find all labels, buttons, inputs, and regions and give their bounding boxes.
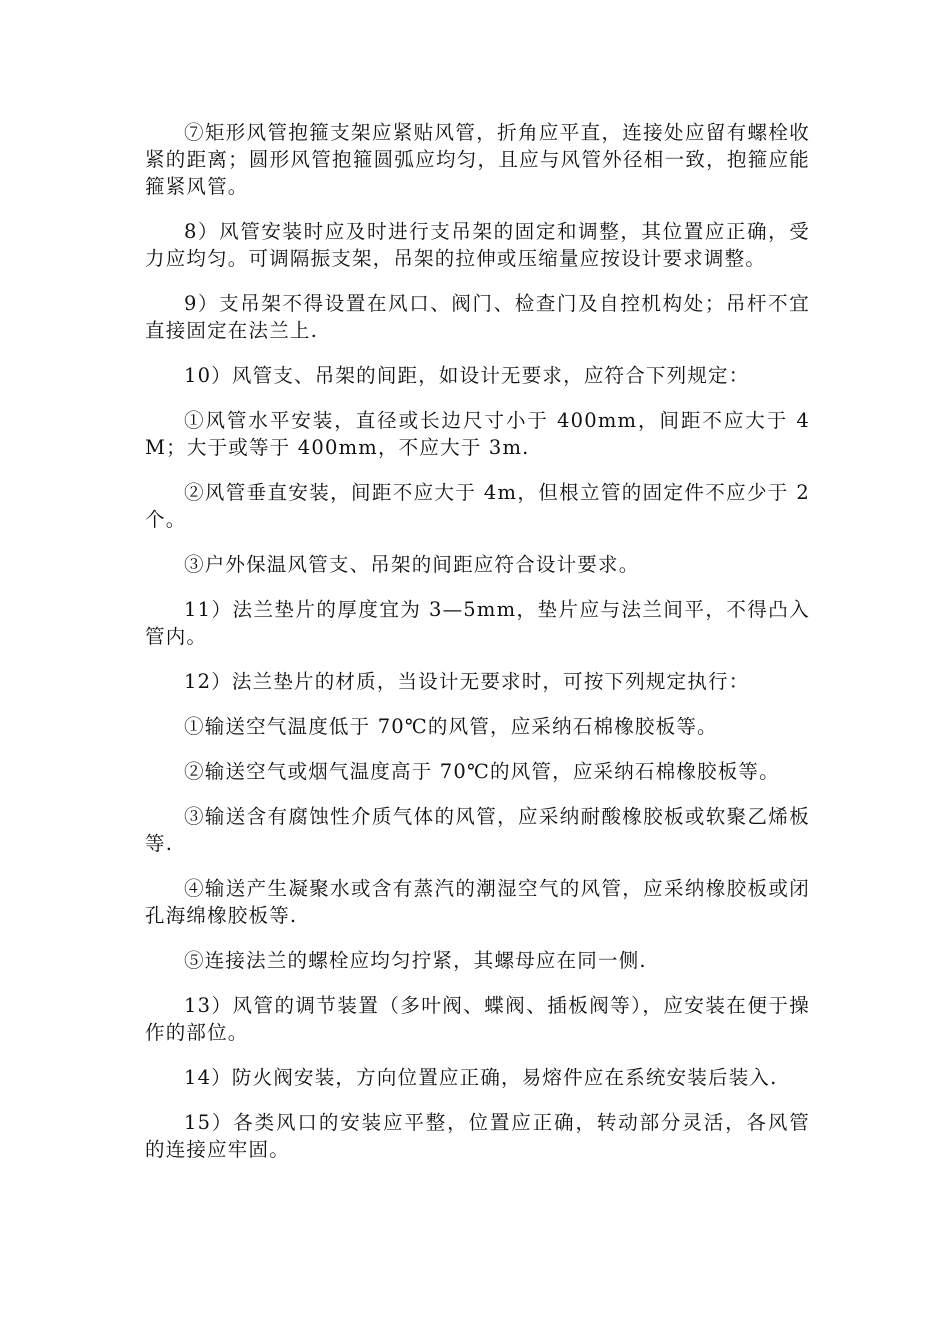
paragraph-item-10-2: ②风管垂直安装，间距不应大于 4m，但根立管的固定件不应少于 2 个。: [145, 481, 810, 531]
paragraph-item-10: 10）风管支、吊架的间距，如设计无要求，应符合下列规定：: [184, 364, 750, 387]
paragraph-item-12: 12）法兰垫片的材质，当设计无要求时，可按下列规定执行：: [184, 670, 750, 693]
paragraph-item-12-1: ①输送空气温度低于 70℃的风管，应采纳石棉橡胶板等。: [184, 715, 718, 738]
paragraph-item-10-3: ③户外保温风管支、吊架的间距应符合设计要求。: [184, 553, 640, 576]
paragraph-item-15: 15）各类风口的安装应平整，位置应正确，转动部分灵活，各风管的连接应牢固。: [145, 1111, 810, 1161]
paragraph-item-11: 11）法兰垫片的厚度宜为 3—5mm，垫片应与法兰间平，不得凸入管内。: [145, 598, 810, 648]
paragraph-item-9: 9）支吊架不得设置在风口、阀门、检查门及自控机构处；吊杆不宜直接固定在法兰上.: [145, 292, 810, 342]
paragraph-item-12-5: ⑤连接法兰的螺栓应均匀拧紧，其螺母应在同一侧.: [184, 949, 647, 972]
document-page: [145, 119, 810, 1181]
paragraph-item-10-1: ①风管水平安装，直径或长边尺寸小于 400mm，间距不应大于 4M；大于或等于 400mm，不应大于 3m.: [145, 409, 810, 459]
paragraph-item-7-bracket: ⑦矩形风管抱箍支架应紧贴风管，折角应平直，连接处应留有螺栓收紧的距离；圆形风管抱箍圆弧应均匀，且应与风管外径相一致，抱箍应能箍紧风管。: [145, 121, 810, 198]
paragraph-item-12-3: ③输送含有腐蚀性介质气体的风管，应采纳耐酸橡胶板或软聚乙烯板等.: [145, 805, 810, 855]
paragraph-item-12-4: ④输送产生凝聚水或含有蒸汽的潮湿空气的风管，应采纳橡胶板或闭孔海绵橡胶板等.: [145, 877, 810, 927]
paragraph-item-12-2: ②输送空气或烟气温度高于 70℃的风管，应采纳石棉橡胶板等。: [184, 760, 780, 783]
paragraph-item-14: 14）防火阀安装，方向位置应正确，易熔件应在系统安装后装入.: [184, 1066, 778, 1089]
paragraph-item-13: 13）风管的调节装置（多叶阀、蝶阀、插板阀等），应安装在便于操作的部位。: [145, 994, 810, 1044]
paragraph-item-8: 8）风管安装时应及时进行支吊架的固定和调整，其位置应正确，受力应均匀。可调隔振支架，吊架的拉伸或压缩量应按设计要求调整。: [145, 220, 810, 270]
